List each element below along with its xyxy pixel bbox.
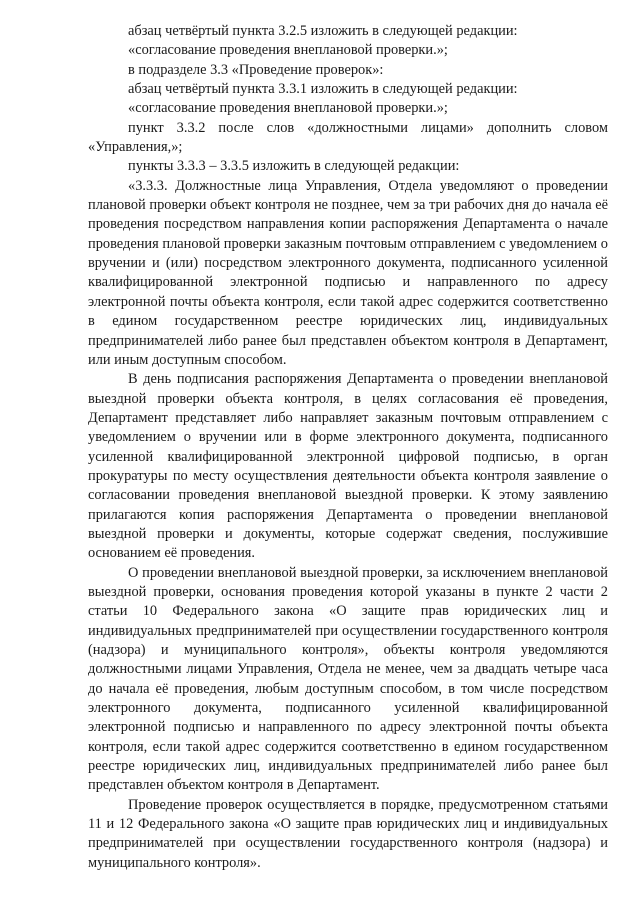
paragraph-7: пункты 3.3.3 – 3.3.5 изложить в следующей редакции: bbox=[128, 158, 460, 175]
paragraph-1: абзац четвёртый пункта 3.2.5 изложить в следующей редакции: bbox=[128, 23, 518, 39]
paragraph-5: «согласование проведения внеплановой проверки.»; bbox=[128, 100, 448, 117]
paragraph-9: В день подписания распоряжения Департамента о проведении внеплановой выездной проверки объекта контроля, в целях согласования её проведения, Департамент представляет либо направляет заказным почтовым отправлением с уведомлением о вручении или в форме электронного документа, подписанного усиленной квалифицированной электронной цифровой подписью, в орган прокуратуры по месту осуществления деятельности объекта контроля заявление о согласовании проведения внеплановой выездной проверки. К этому заявлению прилагаются копия распоряжения Департамента о проведении внеплановой выездной проверки и документы, которые содержат сведения, послужившие основанием её проведения. bbox=[88, 371, 608, 562]
paragraph-8: «3.3.3. Должностные лица Управления, Отдела уведомляют о проведении плановой проверки объект контроля не позднее, чем за три рабочих дня до начала её проведения посредством направления копии распоряжения Департамента о начале проведения плановой проверки заказным почтовым отправлением с уведомлением о вручении и (или) посредством электронного документа, подписанного усиленной квалифицированной электронной подписью и направленного по адресу электронной почты объекта контроля, если такой адрес содержится соответственно в едином государственном реестре юридических лиц, индивидуальных предпринимателей либо ранее был представлен объектом контроля в Департамент, или иным доступным способом. bbox=[88, 177, 608, 368]
paragraph-4: абзац четвёртый пункта 3.3.1 изложить в следующей редакции: bbox=[128, 81, 518, 98]
document-body bbox=[88, 22, 608, 873]
paragraph-2: «согласование проведения внеплановой проверки.»; bbox=[128, 42, 448, 59]
paragraph-11: Проведение проверок осуществляется в порядке, предусмотренном статьями 11 и 12 Федерального закона «О защите прав юридических лиц и индивидуальных предпринимателей при осуществлении государственного контроля (надзора) и муниципального контроля». bbox=[88, 796, 608, 871]
paragraph-10: О проведении внеплановой выездной проверки, за исключением внеплановой выездной проверки, основания проведения которой указаны в пункте 2 части 2 статьи 10 Федерального закона «О защите прав юридических лиц и индивидуальных предпринимателей при осуществлении государственного контроля (надзора) и муниципального контроля», объекты контроля уведомляются должностными лицами Управления, Отдела не менее, чем за двадцать четыре часа до начала её проведения, любым доступным способом, в том числе посредством электронного документа, подписанного усиленной квалифицированной электронной подписью и направленного по адресу электронной почты объекта контроля, если такой адрес содержится соответственно в едином государственном реестре юридических лиц, индивидуальных предпринимателей либо ранее был представлен объектом контроля в Департамент. bbox=[88, 564, 608, 794]
paragraph-6: пункт 3.3.2 после слов «должностными лицами» дополнить словом «Управления,»; bbox=[88, 119, 608, 156]
paragraph-3: в подразделе 3.3 «Проведение проверок»: bbox=[128, 61, 384, 78]
